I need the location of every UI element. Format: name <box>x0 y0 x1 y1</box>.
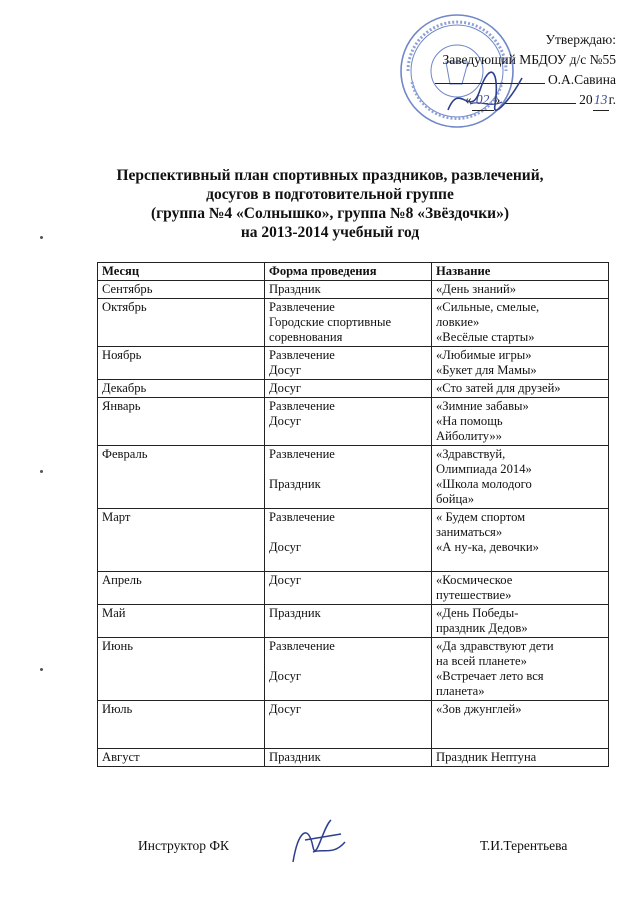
form-line: соревнования <box>269 330 343 344</box>
cell-form <box>265 638 432 701</box>
scan-speck <box>40 470 43 473</box>
cell-name <box>432 749 609 767</box>
cell-month: Апрель <box>98 572 265 605</box>
cell-form <box>265 281 432 299</box>
name-line: Праздник Нептуна <box>436 750 537 764</box>
table-row <box>98 347 609 380</box>
name-line: заниматься» <box>436 525 503 539</box>
cell-form <box>265 299 432 347</box>
name-line: «Зимние забавы» <box>436 399 529 413</box>
cell-name <box>432 347 609 380</box>
name-line: «Школа молодого <box>436 477 532 491</box>
name-line: праздник Дедов» <box>436 621 528 635</box>
cell-form <box>265 701 432 749</box>
cell-month: Октябрь <box>98 299 265 347</box>
name-line: «Зов джунглей» <box>436 702 522 716</box>
name-line: бойца» <box>436 492 475 506</box>
cell-form <box>265 446 432 509</box>
name-line <box>436 717 604 732</box>
cell-month: Декабрь <box>98 380 265 398</box>
form-line: Праздник <box>269 282 321 296</box>
form-line: Досуг <box>269 669 302 683</box>
director-signature <box>440 60 530 130</box>
cell-month: Январь <box>98 398 265 446</box>
table-row <box>98 281 609 299</box>
cell-form <box>265 749 432 767</box>
scan-speck <box>40 236 43 239</box>
approval-line-position: Заведующий МБДОУ д/с №55 <box>442 52 616 67</box>
name-line: «Космическое <box>436 573 513 587</box>
name-line: «Сто затей для друзей» <box>436 381 561 395</box>
footer-role: Инструктор ФК <box>138 838 229 853</box>
form-line <box>269 654 427 669</box>
name-line: ловкие» <box>436 315 480 329</box>
form-line: Праздник <box>269 606 321 620</box>
table-row <box>98 605 609 638</box>
name-line: «Весёлые старты» <box>436 330 535 344</box>
cell-name <box>432 446 609 509</box>
form-line: Досуг <box>269 702 302 716</box>
cell-month: Сентябрь <box>98 281 265 299</box>
name-line: « Будем спортом <box>436 510 526 524</box>
table-row <box>98 572 609 605</box>
form-line: Досуг <box>269 414 302 428</box>
form-line: Развлечение <box>269 399 335 413</box>
table-row <box>98 446 609 509</box>
name-line: Олимпиада 2014» <box>436 462 532 476</box>
form-line: Развлечение <box>269 348 335 362</box>
cell-month: Февраль <box>98 446 265 509</box>
scan-speck <box>40 668 43 671</box>
name-line: «Встречает лето вся <box>436 669 544 683</box>
table-row <box>98 638 609 701</box>
name-line: «Здравствуй, <box>436 447 506 461</box>
approval-line-date: « 02 » 2013г. <box>386 90 616 111</box>
cell-form <box>265 380 432 398</box>
name-line: «Сильные, смелые, <box>436 300 540 314</box>
name-line: «А ну-ка, девочки» <box>436 540 539 554</box>
name-line: путешествие» <box>436 588 512 602</box>
header-month: Месяц <box>98 263 265 281</box>
cell-name <box>432 605 609 638</box>
form-line <box>269 462 427 477</box>
name-line: «Букет для Мамы» <box>436 363 537 377</box>
form-line: Развлечение <box>269 300 335 314</box>
form-line: Досуг <box>269 540 302 554</box>
table-header-row <box>98 263 609 281</box>
cell-month: Июль <box>98 701 265 749</box>
cell-name <box>432 299 609 347</box>
cell-form <box>265 509 432 572</box>
instructor-signature <box>283 812 353 872</box>
title-line-3: (группа №4 «Солнышко», группа №8 «Звёздочки») <box>150 205 510 222</box>
name-line: Айболиту»» <box>436 429 502 443</box>
name-line: «На помощь <box>436 414 503 428</box>
cell-name <box>432 701 609 749</box>
form-line: Развлечение <box>269 447 335 461</box>
name-line: на всей планете» <box>436 654 527 668</box>
table-row <box>98 701 609 749</box>
table-row <box>98 749 609 767</box>
cell-name <box>432 509 609 572</box>
cell-name <box>432 398 609 446</box>
document-title <box>60 166 600 242</box>
form-line: Праздник <box>269 750 321 764</box>
header-form: Форма проведения <box>265 263 432 281</box>
cell-form <box>265 572 432 605</box>
cell-month: Май <box>98 605 265 638</box>
title-line-4: на 2013-2014 учебный год <box>240 224 420 241</box>
form-line: Праздник <box>269 477 321 491</box>
cell-name <box>432 380 609 398</box>
approver-name: О.А.Савина <box>547 72 616 87</box>
name-line: «День Победы- <box>436 606 519 620</box>
cell-name <box>432 281 609 299</box>
cell-month: Август <box>98 749 265 767</box>
form-line <box>269 525 427 540</box>
name-line: «Любимые игры» <box>436 348 532 362</box>
cell-name <box>432 572 609 605</box>
cell-month: Июнь <box>98 638 265 701</box>
name-line <box>436 732 604 747</box>
cell-month: Март <box>98 509 265 572</box>
table-row <box>98 380 609 398</box>
form-line: Досуг <box>269 363 302 377</box>
cell-form <box>265 347 432 380</box>
cell-month: Ноябрь <box>98 347 265 380</box>
header-name: Название <box>432 263 609 281</box>
cell-form <box>265 605 432 638</box>
cell-form <box>265 398 432 446</box>
name-line <box>436 555 604 570</box>
table-row <box>98 509 609 572</box>
form-line: Развлечение <box>269 639 335 653</box>
form-line: Досуг <box>269 573 302 587</box>
form-line: Развлечение <box>269 510 335 524</box>
name-line: «День знаний» <box>436 282 517 296</box>
form-line: Городские спортивные <box>269 315 392 329</box>
cell-name <box>432 638 609 701</box>
footer-signer-name: Т.И.Терентьева <box>480 838 568 853</box>
table-row <box>98 398 609 446</box>
title-line-1: Перспективный план спортивных праздников, развлечений, <box>116 167 544 184</box>
table-row <box>98 299 609 347</box>
name-line: «Да здравствуют дети <box>436 639 554 653</box>
approval-line-approve: Утверждаю: <box>545 32 616 47</box>
name-line: планета» <box>436 684 485 698</box>
title-line-2: досугов в подготовительной группе <box>206 186 454 203</box>
events-plan-table <box>97 262 609 767</box>
form-line: Досуг <box>269 381 302 395</box>
